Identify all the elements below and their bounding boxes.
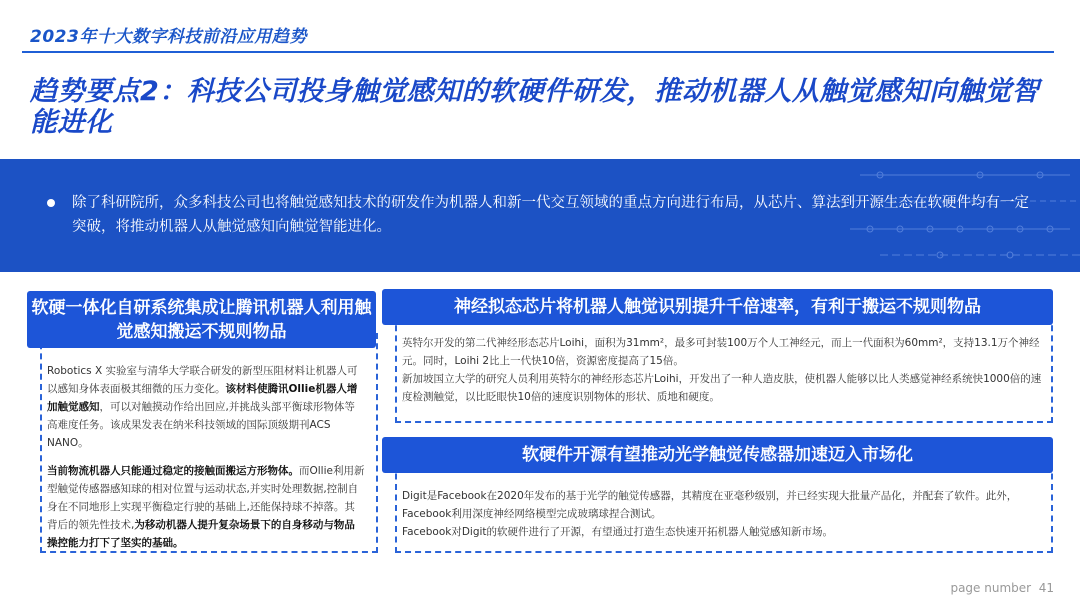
- left-p1-text: Robotics X 实验室与清华大学联合研发的新型压阻材料让机器人可以感知身体表面极其细微的压力变化。: [47, 365, 358, 395]
- page-heading: 趋势要点2：科技公司投身触觉感知的软硬件研发，推动机器人从触觉感知向触觉智能进化: [30, 76, 1040, 138]
- report-title: 2023年十大数字科技前沿应用趋势: [30, 27, 307, 47]
- banner-text: 除了科研院所，众多科技公司也将触觉感知技术的研发作为机器人和新一代交互领域的重点方向进行布局，从芯片、算法到开源生态在软硬件均有一定突破，将推动机器人从触觉感知向触觉智能进化。: [72, 195, 1029, 235]
- left-p1-tail: ，可以对触摸动作给出回应,并挑战头部平衡球形物体等高难度任务。该成果发表在纳米科技领域的国际顶级期刊ACS NANO。: [47, 401, 355, 449]
- right-top-card-body: [402, 334, 1042, 406]
- left-p2-bold: 当前物流机器人只能通过稳定的接触面搬运方形物体。: [47, 465, 299, 477]
- summary-banner: [0, 159, 1080, 272]
- left-card-title: 软硬一体化自研系统集成让腾讯机器人利用触觉感知搬运不规则物品: [27, 291, 376, 348]
- right-top-card-title: 神经拟态芯片将机器人触觉识别提升千倍速率，有利于搬运不规则物品: [382, 289, 1053, 325]
- page-number-label: page number: [950, 581, 1032, 595]
- left-card-body: [47, 362, 365, 562]
- left-p2-bold2: 为移动机器人提升复杂场景下的自身移动与物品操控能力打下了坚实的基础。: [47, 519, 355, 549]
- page-number-value: 41: [1038, 581, 1054, 595]
- page-number: [950, 581, 1054, 595]
- left-p1-bold: 该材料使腾讯Ollie机器人增加触觉感知: [47, 383, 358, 413]
- right-top-line2: 新加坡国立大学的研究人员利用英特尔的神经形态芯片Loihi，开发出了一种人造皮肤，使机器人能够以比人类感觉神经系统快1000倍的速度检测触觉，以比眨眼快10倍的速度识别物体的形状、质地和硬度。: [402, 373, 1042, 403]
- bullet-dot-icon: [47, 199, 55, 207]
- header-divider: [22, 51, 1054, 53]
- left-p2-text: 而Ollie利用新型触觉传感器感知球的相对位置与运动状态,并实时处理数据,控制自身在不同地形上实现平衡稳定行驶的基础上,还能保持球不掉落。其背后的领先性技术,: [47, 465, 365, 531]
- right-bottom-card-body: [402, 487, 1042, 541]
- right-top-line1: 英特尔开发的第二代神经形态芯片Loihi，面积为31mm²，最多可封装100万个人工神经元，而上一代面积为60mm²，支持13.1万个神经元。同时，Loihi 2比上一代快10倍，资源密度提高了15倍。: [402, 337, 1040, 367]
- right-bottom-line1: Digit是Facebook在2020年发布的基于光学的触觉传感器，其精度在亚毫秒级别，并已经实现大批量产品化，并配套了软件。此外，Facebook利用深度神经网络模型完成玻璃球捏合测试。: [402, 490, 1018, 520]
- right-bottom-line2: Facebook对Digit的软硬件进行了开源，有望通过打造生态快速开拓机器人触觉感知新市场。: [402, 526, 834, 538]
- right-bottom-card-title: 软硬件开源有望推动光学触觉传感器加速迈入市场化: [382, 437, 1053, 473]
